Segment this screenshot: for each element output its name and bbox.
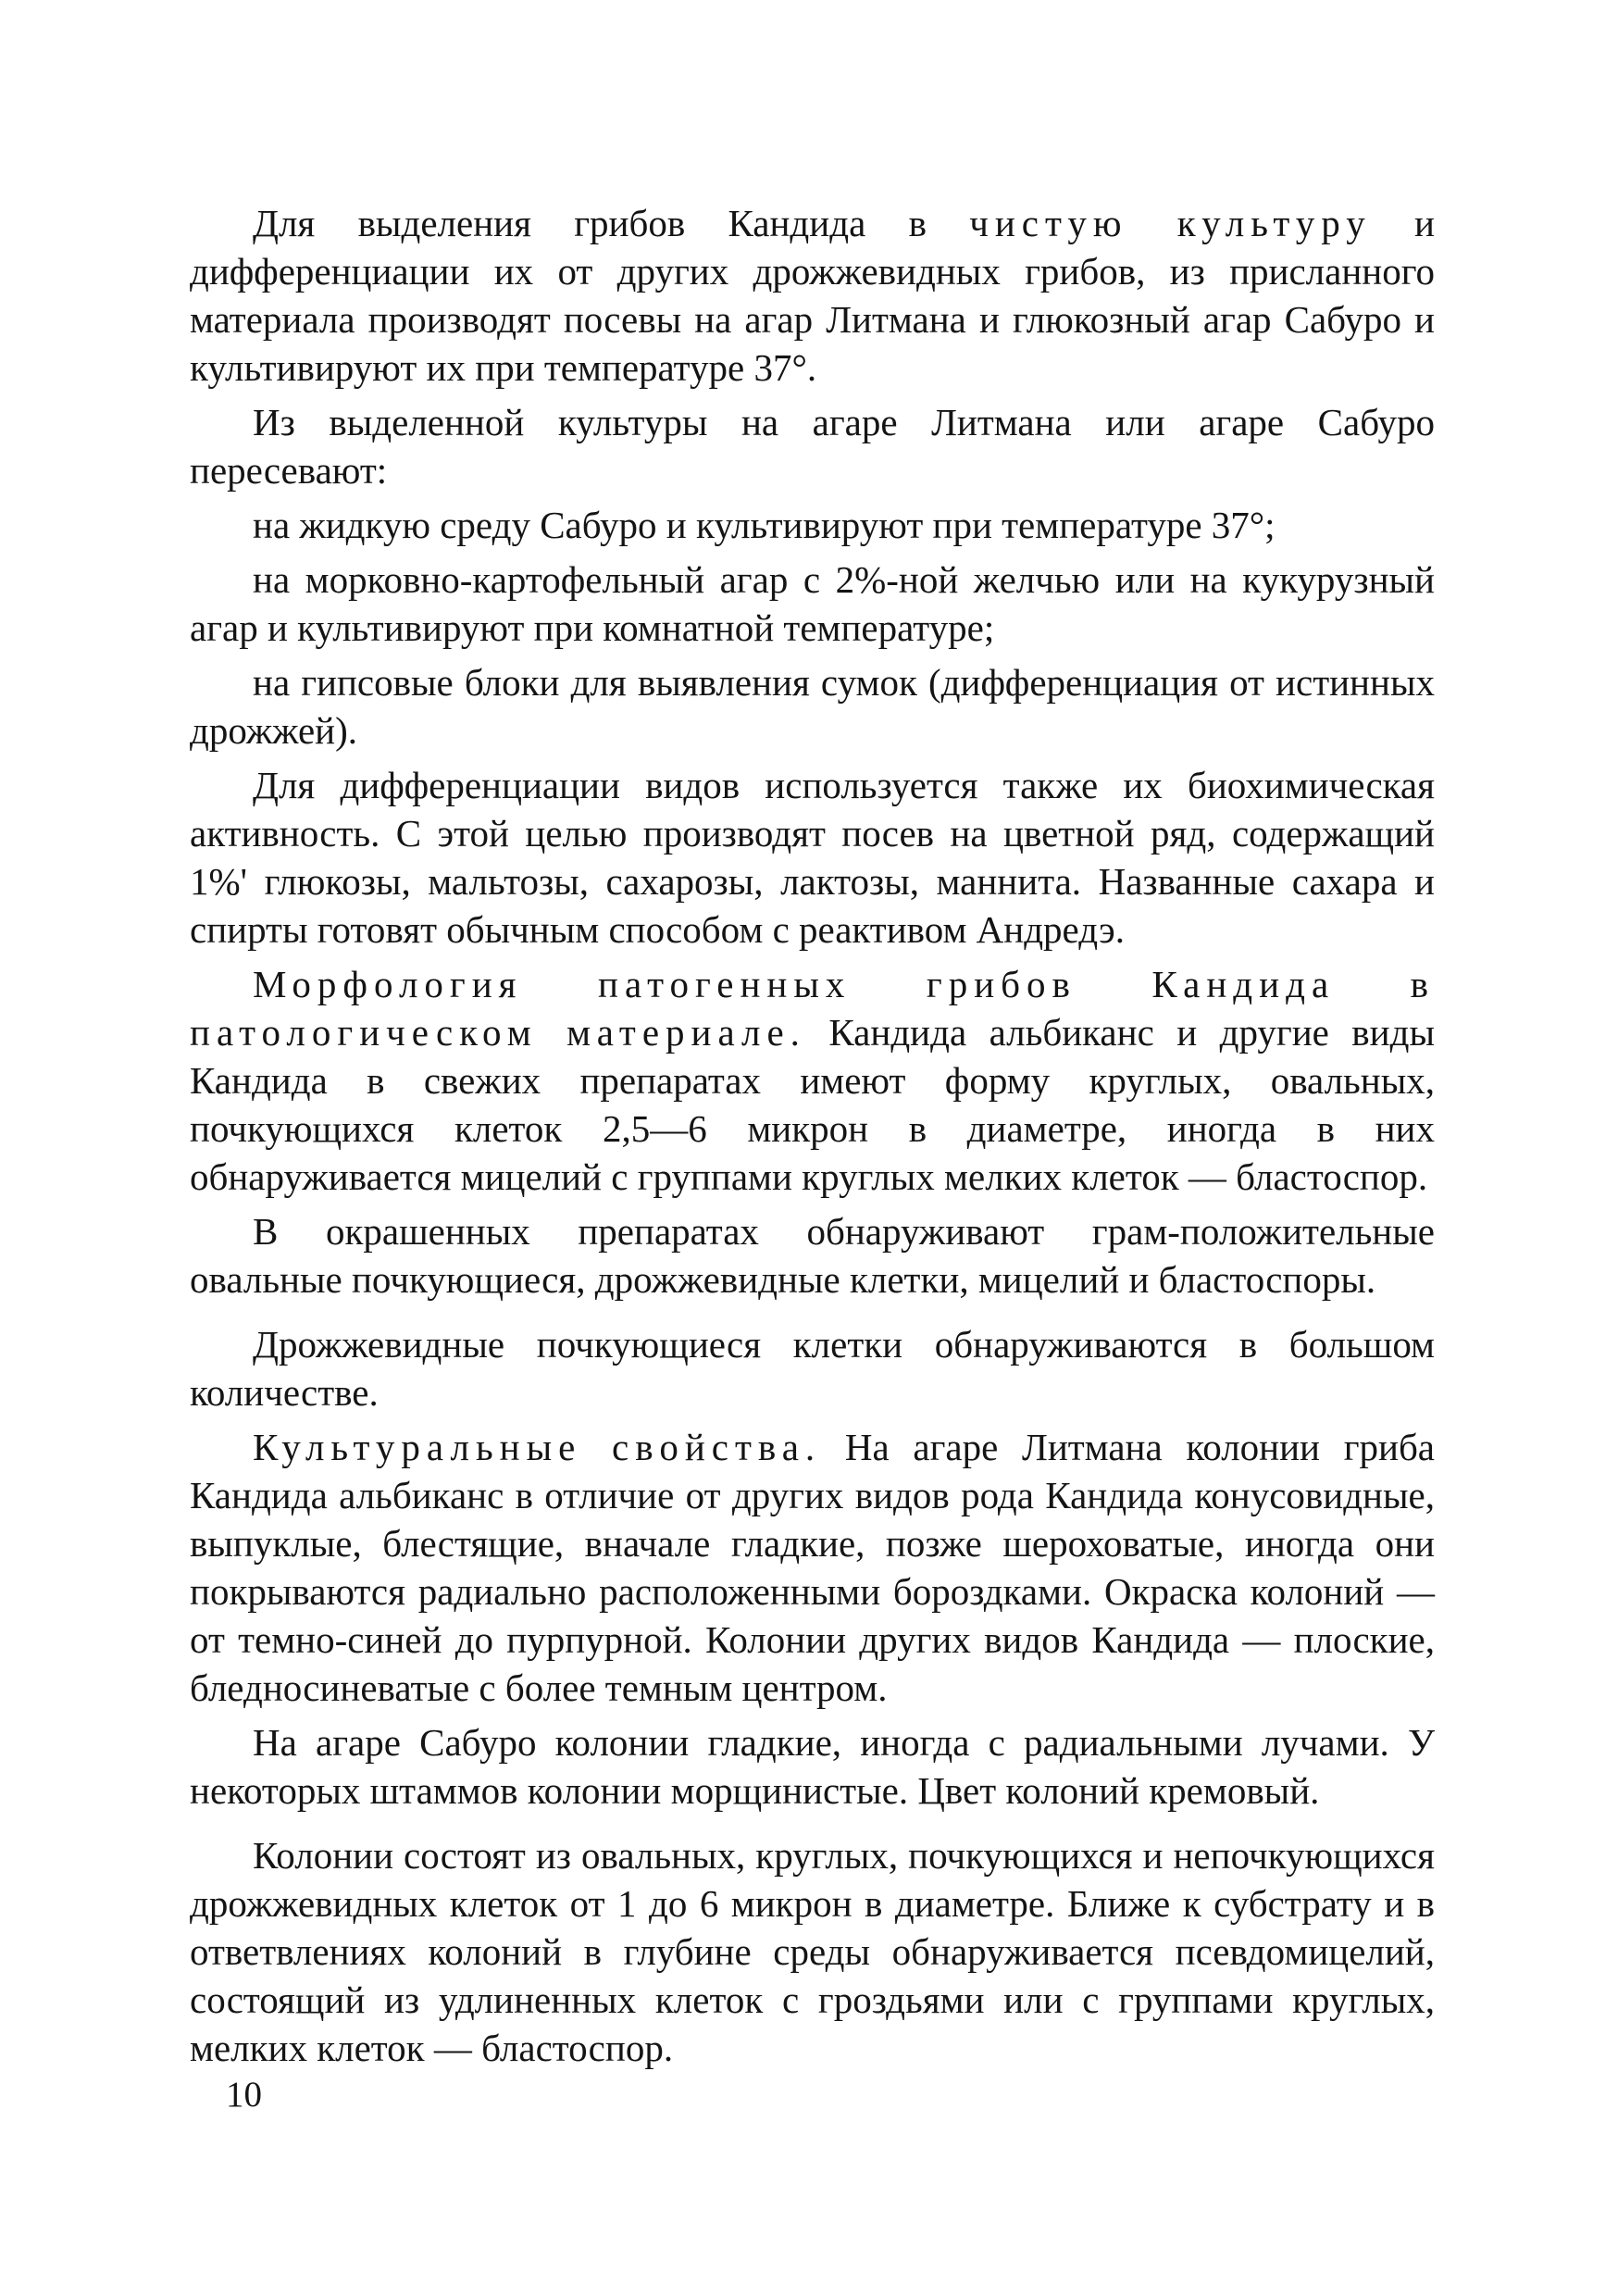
- spaced-heading-text: Культуральные свойства.: [253, 1426, 822, 1468]
- paragraph-text: На агаре Литмана колонии гриба Кандида альбиканс в отличие от других видов рода Кандида конусовидные, выпуклые, блестящие, вначале гладкие, позже шероховатые, иногда они покрываются радиально расположенными бороздками. Окраска колоний — от темно-синей до пурпурной. Колонии других видов Кандида — плоские, бледносиневатые с более темным центром.: [190, 1426, 1436, 1709]
- paragraph-text: на жидкую среду Сабуро и культивируют при температуре 37°;: [253, 504, 1276, 546]
- paragraph-text: Кандида альбиканс и другие виды Кандида в свежих препаратах имеют форму круглых, овальных, почкующихся клеток 2,5—6 микрон в диаметре, иногда в них обнаруживается мицелий с группами круглых мелких клеток — бластоспор.: [190, 1011, 1435, 1198]
- paragraphs: [190, 199, 1435, 2072]
- page-text-block: [190, 199, 1435, 2078]
- paragraph-text: Колонии состоят из овальных, круглых, почкующихся и непочкующихся дрожжевидных клеток от 1 до 6 микрон в диаметре. Ближе к субстрату и в ответвлениях колоний в глубине среды обнаруживается псевдомицелий, состоящий из удлиненных клеток с гроздьями или с группами круглых, мелких клеток — бластоспор.: [190, 1834, 1435, 2069]
- spaced-heading-text: Морфология патогенных грибов Кандида в патологическом материале.: [190, 963, 1435, 1054]
- paragraph-text: Для дифференциации видов используется также их биохимическая активность. С этой целью производят посев на цветной ряд, содержащий 1%' глюкозы, мальтозы, сахарозы, лактозы, маннита. Названные сахара и спирты готовят обычным способом с реактивом Андредэ.: [190, 764, 1435, 951]
- paragraph-text: В окрашенных препаратах обнаруживают грам-положительные овальные почкующиеся, дрожжевидные клетки, мицелий и бластоспоры.: [190, 1210, 1435, 1301]
- paragraph: [190, 761, 1435, 954]
- paragraph: [190, 960, 1435, 1201]
- paragraph-text: на морковно-картофельный агар с 2%-ной желчью или на кукурузный агар и культивируют при комнатной температуре;: [190, 558, 1435, 649]
- spaced-heading-text: чистую культуру: [969, 202, 1372, 244]
- paragraph-text: Для выделения грибов Кандида в: [253, 202, 970, 244]
- paragraph: [190, 1207, 1435, 1304]
- paragraph: [190, 1320, 1435, 1416]
- paragraph-text: На агаре Сабуро колонии гладкие, иногда с радиальными лучами. У некоторых штаммов колонии морщинистые. Цвет колоний кремовый.: [190, 1721, 1435, 1812]
- paragraph: [190, 501, 1435, 549]
- paragraph-text: Дрожжевидные почкующиеся клетки обнаруживаются в большом количестве.: [190, 1323, 1435, 1414]
- paragraph: [190, 1718, 1435, 1815]
- paragraph: [190, 199, 1435, 392]
- paragraph: [190, 555, 1435, 652]
- paragraph-text: и дифференциации их от других дрожжевидных грибов, из присланного материала производят посевы на агар Литмана и глюкозный агар Сабуро и культивируют их при температуре 37°.: [190, 202, 1435, 389]
- paragraph: [190, 1423, 1435, 1712]
- paragraph: [190, 658, 1435, 755]
- paragraph-text: Из выделенной культуры на агаре Литмана или агаре Сабуро пересевают:: [190, 401, 1435, 492]
- paragraph-text: на гипсовые блоки для выявления сумок (дифференциация от истинных дрожжей).: [190, 661, 1435, 752]
- paragraph: [190, 1831, 1435, 2072]
- page-number: 10: [226, 2075, 262, 2115]
- paragraph: [190, 398, 1435, 494]
